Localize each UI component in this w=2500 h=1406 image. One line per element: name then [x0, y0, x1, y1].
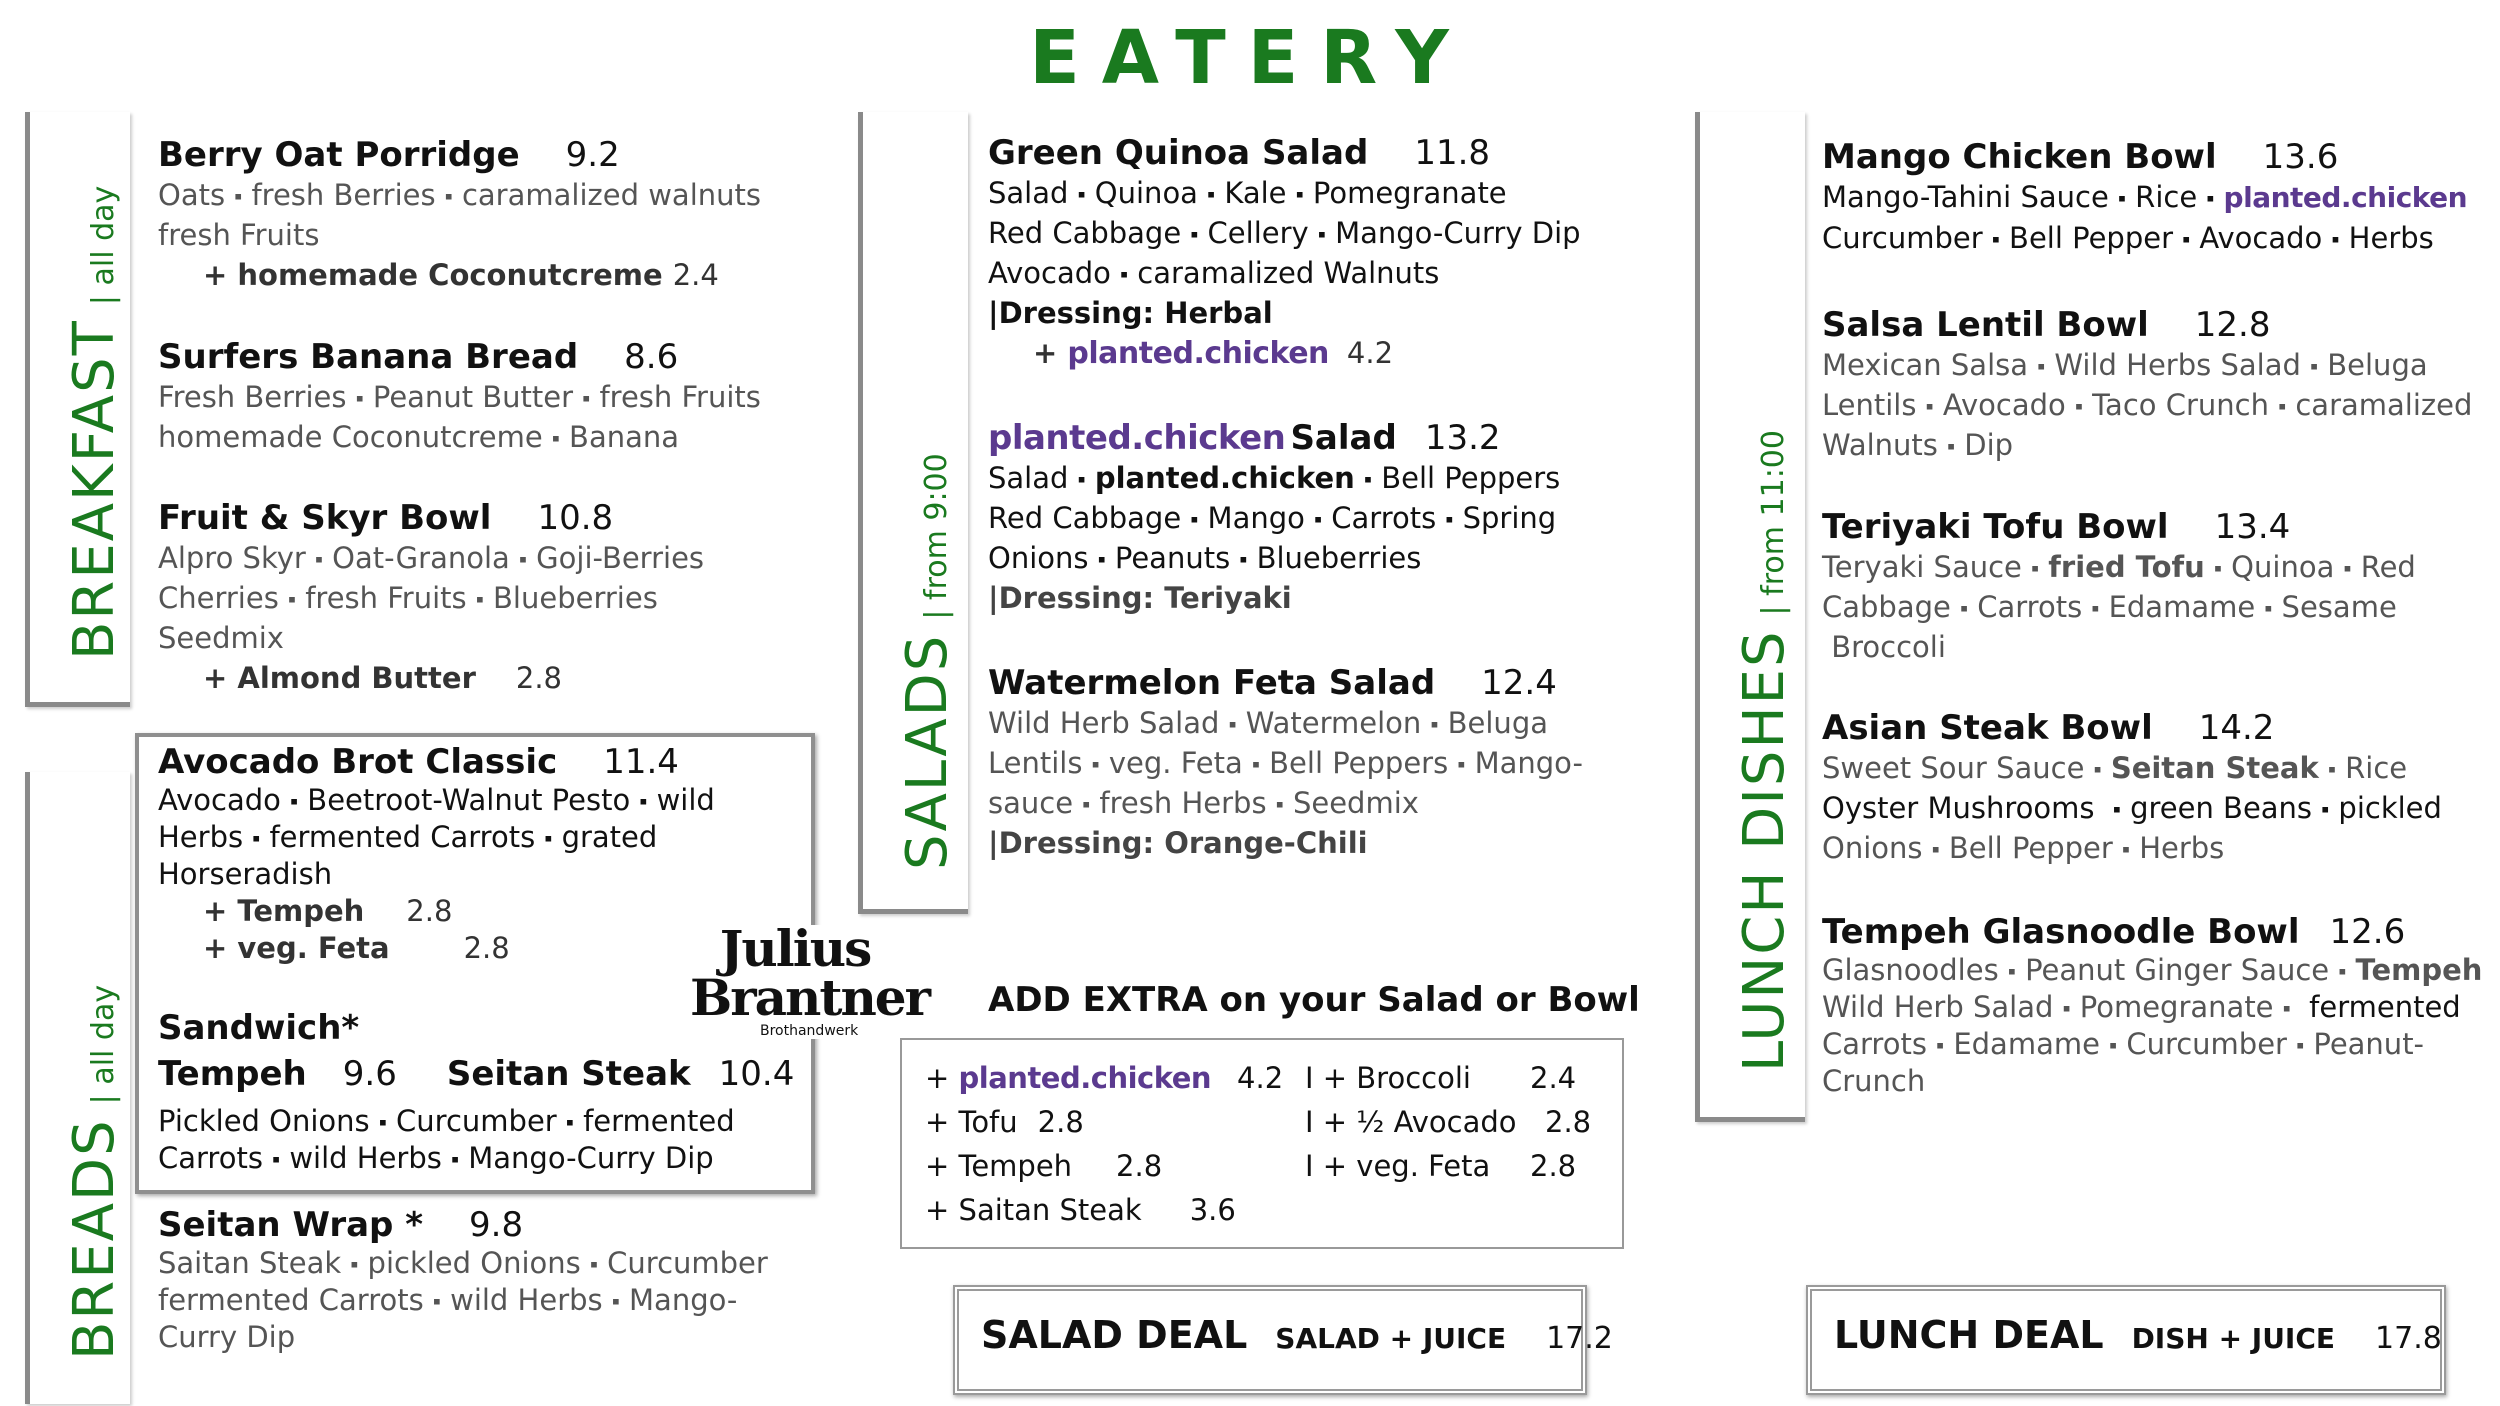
extra-tofu: + Tofu 2.8 — [925, 1105, 1084, 1139]
menu-item-fruit-skyr-bowl: Fruit & Skyr Bowl 10.8 Alpro Skyr ⬝ Oat-Granola ⬝ Goji-Berries Cherries ⬝ fresh Fruits ⬝ Blueberries Seedmix + Almond Butter 2.8 — [158, 498, 705, 695]
menu-item-green-quinoa-salad: Green Quinoa Salad 11.8 Salad ⬝ Quinoa ⬝ Kale ⬝ Pomegranate Red Cabbage ⬝ Cellery ⬝ Mango-Curry Dip Avocado ⬝ caramalized Walnuts |Dressing: Herbal + planted.chicken 4.2 — [988, 133, 1648, 374]
extra-tempeh: + Tempeh 2.8 — [925, 1149, 1163, 1183]
extra-saitan-steak: + Saitan Steak 3.6 — [925, 1193, 1236, 1227]
menu-item-seitan-wrap: Seitan Wrap * 9.8 Saitan Steak ⬝ pickled Onions ⬝ Curcumber fermented Carrots ⬝ wild Herbs ⬝ Mango- Curry Dip — [158, 1205, 768, 1354]
breakfast-section-label: BREAKFAST| all day — [62, 185, 127, 660]
menu-item-surfers-banana-bread: Surfers Banana Bread 8.6 Fresh Berries ⬝ Peanut Butter ⬝ fresh Fruits homemade Coconutcreme ⬝ Banana — [158, 337, 761, 454]
extras-left-list — [925, 1056, 1283, 1232]
menu-item-berry-oat-porridge: Berry Oat Porridge 9.2 Oats ⬝ fresh Berries ⬝ caramalized walnuts fresh Fruits + homemade Coconutcreme 2.4 — [158, 135, 761, 292]
extras-right-list — [1305, 1056, 1591, 1188]
extra-broccoli: I + Broccoli 2.4 — [1305, 1061, 1577, 1095]
lunch-deal-title: LUNCH DEAL — [1834, 1313, 2104, 1357]
lunch-section-label: LUNCH DISHES| from 11:00 — [1732, 430, 1797, 1072]
menu-item-teriyaki-tofu-bowl: Teriyaki Tofu Bowl 13.4 Teryaki Sauce ⬝ fried Tofu ⬝ Quinoa ⬝ Red Cabbage ⬝ Carrots ⬝ Edamame ⬝ Sesame Broccoli — [1822, 507, 2416, 664]
menu-title: EATERY — [1029, 15, 1471, 101]
planted-chicken-logo: planted.chicken — [1067, 336, 1329, 371]
salad-deal-title: SALAD DEAL — [981, 1313, 1248, 1357]
julius-brantner-logo: Julius Brantner Brothandwerk — [690, 919, 929, 1039]
lunch-deal-box: LUNCH DEAL DISH + JUICE 17.8 — [1806, 1285, 2446, 1395]
extras-heading: ADD EXTRA on your Salad or Bowl — [988, 980, 1640, 1020]
breads-section-label: BREADS| all day — [62, 984, 127, 1360]
menu-item-salsa-lentil-bowl: Salsa Lentil Bowl 12.8 Mexican Salsa ⬝ Wild Herbs Salad ⬝ Beluga Lentils ⬝ Avocado ⬝ Taco Crunch ⬝ caramalized Walnuts ⬝ Dip — [1822, 305, 2473, 462]
planted-chicken-logo: planted.chicken — [2223, 181, 2468, 214]
menu-item-watermelon-feta-salad: Watermelon Feta Salad 12.4 Wild Herb Salad ⬝ Watermelon ⬝ Beluga Lentils ⬝ veg. Feta ⬝ Bell Peppers ⬝ Mango- sauce ⬝ fresh Herbs ⬝ Seedmix |Dressing: Orange-Chili — [988, 663, 1583, 860]
planted-chicken-logo: planted.chicken — [988, 418, 1286, 458]
extra-veg-feta: I + veg. Feta 2.8 — [1305, 1149, 1577, 1183]
menu-item-asian-steak-bowl: Asian Steak Bowl 14.2 Sweet Sour Sauce ⬝ Seitan Steak ⬝ Rice Oyster Mushrooms ⬝ green Beans ⬝ pickled Onions ⬝ Bell Pepper ⬝ Herbs — [1822, 708, 2442, 865]
menu-item-mango-chicken-bowl: Mango Chicken Bowl 13.6 Mango-Tahini Sauce ⬝ Rice ⬝ planted.chicken Curcumber ⬝ Bell Pepper ⬝ Avocado ⬝ Herbs — [1822, 137, 2468, 255]
menu-item-planted-chicken-salad: planted.chicken Salad 13.2 Salad ⬝ planted.chicken ⬝ Bell Peppers Red Cabbage ⬝ Mango ⬝ Carrots ⬝ Spring Onions ⬝ Peanuts ⬝ Blueberries |Dressing: Teriyaki — [988, 418, 1561, 615]
menu-item-avocado-brot-classic: Avocado Brot Classic 11.4 Avocado ⬝ Beetroot-Walnut Pesto ⬝ wild Herbs ⬝ fermented Carrots ⬝ grated Horseradish + Tempeh 2.8 + veg. Feta 2.8 — [158, 742, 715, 965]
menu-item-tempeh-glasnoodle-bowl: Tempeh Glasnoodle Bowl 12.6 Glasnoodles ⬝ Peanut Ginger Sauce ⬝ Tempeh Wild Herb Salad ⬝ Pomegranate ⬝ fermented Carrots ⬝ Edamame ⬝ Curcumber ⬝ Peanut- Crunch — [1822, 912, 2483, 1098]
extra-avocado: I + ½ Avocado 2.8 — [1305, 1105, 1592, 1139]
menu-item-sandwich: Sandwich* Tempeh 9.6 Seitan Steak 10.4 Pickled Onions ⬝ Curcumber ⬝ fermented Carrots ⬝ wild Herbs ⬝ Mango-Curry Dip — [158, 1008, 795, 1175]
salad-deal-box: SALAD DEAL SALAD + JUICE 17.2 — [953, 1285, 1587, 1395]
planted-chicken-logo: planted.chicken — [958, 1061, 1212, 1095]
salads-section-label: SALADS| from 9:00 — [895, 453, 960, 870]
extra-planted-chicken: + planted.chicken 4.2 — [925, 1056, 1283, 1100]
